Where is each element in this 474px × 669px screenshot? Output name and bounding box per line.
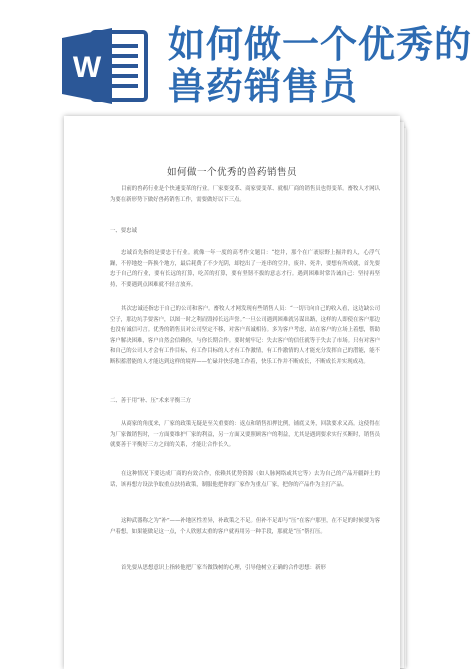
word-doc-icon xyxy=(62,26,152,106)
banner-title-line-2: 兽药销售员 xyxy=(168,65,358,108)
banner xyxy=(0,0,474,108)
banner-title-line-1: 如何做一个优秀的 xyxy=(168,23,472,66)
document-page xyxy=(64,116,400,669)
section-heading-2: 二、善于用“补、压”术来平衡三方 xyxy=(110,398,191,404)
document-title: 如何做一个优秀的兽药销售员 xyxy=(166,167,297,178)
banner-title xyxy=(168,23,472,108)
section-heading-1: 一、要忠诚 xyxy=(110,228,137,234)
section2-paragraph-3: 这种武器称之为“补”——补地区性差异，补政策之不足。但补不足却与“压”在客户那里，在不足的时候要为客户着想，如果能做足这一点，个人欣慰太重的客户就再用另一种手段，那就是“压”帮打压。 xyxy=(110,518,380,535)
section2-paragraph-2: 在这种情况下要达成厂商的有效合作，依赖其优势资源（如人脉网络或其它等）去为自己的产品开疆辟土的话，该再想方设法争取重点扶持政策，制服他把你的厂家作为重点厂家，把你的产品作为主打产品。 xyxy=(110,471,380,488)
intro-paragraph: 目前的兽药行业是个快速变革的行业。厂家要变革、商家要变革、就根厂商的销售员也得变革。畜牧人才网认为要在新形势下做好兽药销售工作，需要做好以下三点。 xyxy=(110,186,380,203)
section2-paragraph-4: 首先要从思想意识上指转他把厂家当做钱树的心理，引导他树立正确的合作思想：新形 xyxy=(121,565,326,571)
section2-paragraph-1: 从商家的角度来，厂家的政策无疑是至关重要的：返点和销售扣押比例，铺底义务，回款要求又高。这使得在为厂家做销售时，一方面要维护厂家的利益，另一方面又要照顾客户的利益，尤其是遇到要求实行买断时，销售员就要善于平衡好三方之间的关系，才能让合作长久。 xyxy=(110,421,380,448)
section1-paragraph-2: 其次忠诚还指忠于自己的公司和客户。畜牧人才网发现有些销售人员：“一切只向自己的收入看，这边缺公司空子，那边坑手要客户，以图一时之利而毁掉长远声誉。”一旦公司遇到困难就另谋出路，这样的人即使在客户那边也没有诚信可言。优秀的销售员对公司坚定不移，对客户真诚相待。多为客户考虑，站在客户的立场上着想，帮助客户解决困难，客户自然会信赖你，与你长期合作。要时刻牢记：失去客户的信任就等于失去了市场。只有对客户和自己的公司人才会有工作目标，有工作目标的人才有工作激情，有工作激情的人才能充分发挥自己的潜能，能不断积蓄潜能的人才能达到这样的境界——忙碌并快乐地工作着，快乐工作并不断成长，不断成长并实现成功。 xyxy=(110,306,380,365)
section1-paragraph-1: 忠诚首先指的是要忠于行业。就像一年一度的高考作文题目：“挖井，那个在广袤原野上掘井的人，心浮气躁，不停地挖一阵换个地方，最后耗费了不少光阴，却挖出了一连串的空井，废井、死井，要想有所成就，首先要忠于自己的行业，要有长远的打算，吃苦的打算，要有坚韧不拔的意志才行。遇到困难时常告诫自己：坚持再坚持，不要遇到点困难就不轻言放弃。 xyxy=(110,250,380,288)
svg-text:W: W xyxy=(72,51,102,84)
